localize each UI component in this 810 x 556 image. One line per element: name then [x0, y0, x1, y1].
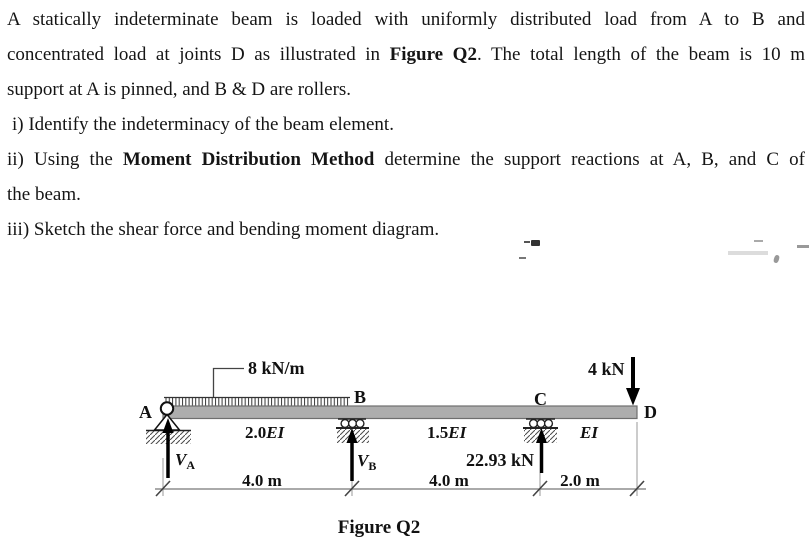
line-text: . The total length of the beam is 10 m — [476, 44, 805, 65]
point-load-label: 4 kN — [588, 359, 625, 379]
line-text: i) Identify the indeterminacy of the beam element. — [12, 114, 394, 135]
roller-circle — [341, 420, 349, 428]
figure-ref-bold: Figure Q2 — [389, 44, 477, 65]
scan-artifact — [531, 240, 540, 246]
roller-circle — [349, 420, 357, 428]
stiffness-label-bc — [427, 423, 468, 442]
arrow-head-down-icon — [626, 388, 640, 406]
stiffness-label-ab — [245, 423, 286, 442]
line-text: the beam. — [7, 184, 81, 205]
udl-leader-line — [214, 369, 245, 398]
question-item-ii — [7, 142, 805, 177]
stiffness-ei: EI — [448, 423, 467, 442]
udl-hatch-strip — [164, 397, 350, 406]
method-bold: Moment Distribution Method — [122, 149, 375, 170]
line-text: support at A is pinned, and B & D are rollers. — [7, 79, 352, 100]
distributed-load — [164, 358, 350, 406]
paragraph-line — [7, 72, 805, 107]
scan-artifact — [797, 245, 809, 248]
dim-label-ab: 4.0 m — [242, 471, 282, 490]
paragraph-line — [7, 37, 805, 72]
scan-artifact — [524, 241, 530, 243]
beam-bar — [163, 406, 637, 419]
pin-circle — [161, 402, 173, 414]
figure-caption: Figure Q2 — [337, 517, 421, 538]
node-label-d: D — [644, 402, 657, 422]
question-item-i — [7, 107, 810, 142]
roller-circle — [537, 420, 545, 428]
point-load-arrow-d — [588, 357, 640, 406]
reaction-label-va — [175, 450, 195, 472]
node-label-c: C — [534, 389, 547, 409]
reaction-label-c: 22.93 kN — [465, 450, 534, 470]
line-text: iii) Sketch the shear force and bending moment diagram. — [7, 219, 440, 240]
problem-statement — [0, 0, 810, 247]
line-text: ii) Using the — [7, 149, 123, 170]
scan-artifact — [754, 240, 763, 242]
stiffness-ei: EI — [266, 423, 285, 442]
roller-circle — [356, 420, 364, 428]
question-item-iii — [7, 212, 805, 247]
dim-label-bc: 4.0 m — [429, 471, 469, 490]
roller-circle — [545, 420, 553, 428]
scan-artifact — [728, 251, 768, 255]
stiffness-coef: 2.0 — [245, 423, 267, 442]
dim-label-cd: 2.0 m — [560, 471, 600, 490]
node-label-a: A — [139, 402, 152, 422]
dimension-line — [155, 471, 646, 496]
line-text: determine the support reactions at A, B, and C of — [374, 149, 805, 170]
paragraph-line — [7, 2, 805, 37]
scan-artifact — [773, 254, 780, 263]
paragraph-line — [7, 177, 805, 212]
node-label-b: B — [354, 387, 367, 407]
stiffness-coef: 1.5 — [427, 423, 449, 442]
roller-circle — [530, 420, 538, 428]
scan-artifact — [519, 257, 526, 259]
reaction-label-vb — [357, 451, 376, 473]
beam-figure — [0, 330, 810, 556]
reaction-symbol: V — [175, 450, 187, 469]
line-text: concentrated load at joints D as illustrated in — [7, 44, 390, 65]
reaction-symbol: V — [357, 451, 369, 470]
udl-load-label: 8 kN/m — [248, 358, 305, 378]
line-text: A statically indeterminate beam is loaded with uniformly distributed load from A to B and — [7, 9, 805, 30]
reaction-subscript: B — [368, 459, 377, 473]
stiffness-label-cd: EI — [580, 423, 598, 442]
reaction-subscript: A — [186, 458, 196, 472]
